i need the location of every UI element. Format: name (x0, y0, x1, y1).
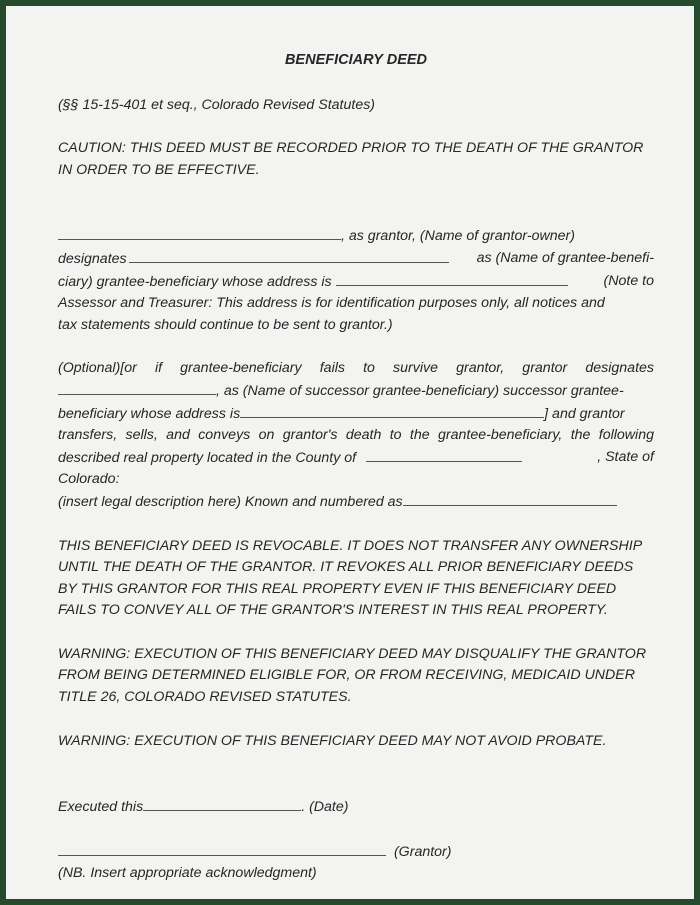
state-of-label: , State of (597, 448, 654, 465)
revocable-line-4: FAILS TO CONVEY ALL OF THE GRANTOR'S INTEREST IN THIS REAL PROPERTY. (58, 602, 608, 619)
beneficiary-line (58, 248, 654, 271)
probate-warning: WARNING: EXECUTION OF THIS BENEFICIARY DEED MAY NOT AVOID PROBATE. (58, 732, 607, 749)
and-grantor-label: ] and grantor (544, 405, 625, 422)
note-to-label: (Note to (603, 272, 654, 289)
county-blank[interactable] (366, 447, 522, 462)
successor-name-line (58, 380, 654, 403)
designation-section (58, 225, 654, 336)
medicaid-warning-line-3: TITLE 26, COLORADO REVISED STATUTES. (58, 689, 352, 706)
county-label: described real property located in the County of (58, 449, 357, 466)
grantor-label: , as grantor, (Name of grantor-owner) (341, 228, 575, 245)
execution-date-line (58, 796, 654, 819)
beneficiary-address-line (58, 271, 654, 294)
property-address-blank[interactable] (403, 491, 617, 506)
medicaid-warning (58, 644, 654, 709)
county-line (58, 447, 654, 470)
conveyance-clause: transfers, sells, and conveys on grantor's death to the grantee-beneficiary, the following (58, 427, 654, 444)
statute-reference: (§§ 15-15-401 et seq., Colorado Revised Statutes) (58, 96, 376, 113)
optional-clause: (Optional)[or if grantee-beneficiary fails to survive grantor, grantor designates (58, 360, 654, 377)
medicaid-warning-line-2: FROM BEING DETERMINED ELIGIBLE FOR, OR FROM RECEIVING, MEDICAID UNDER (58, 667, 636, 684)
legal-description-label: (insert legal description here) Known and numbered as (58, 493, 403, 510)
caution-line-2: IN ORDER TO BE EFFECTIVE. (58, 161, 260, 178)
tax-statement-note: tax statements should continue to be sent to grantor.) (58, 316, 393, 333)
caution-notice (58, 138, 654, 181)
successor-address-line (58, 403, 654, 426)
grantor-signature-line (58, 841, 654, 864)
successor-name-blank[interactable] (58, 380, 216, 395)
revocable-line-2: UNTIL THE DEATH OF THE GRANTOR. IT REVOKES ALL PRIOR BENEFICIARY DEEDS (58, 559, 634, 576)
successor-address-blank[interactable] (240, 403, 544, 418)
executed-this-label: Executed this (58, 799, 144, 816)
beneficiary-name-blank[interactable] (129, 248, 449, 263)
deed-document (58, 50, 654, 885)
medicaid-warning-line-1: WARNING: EXECUTION OF THIS BENEFICIARY DEED MAY DISQUALIFY THE GRANTOR (58, 645, 647, 662)
caution-line-1: CAUTION: THIS DEED MUST BE RECORDED PRIOR TO THE DEATH OF THE GRANTOR (58, 140, 644, 157)
grantor-signature-label: (Grantor) (393, 843, 452, 860)
designates-label: designates (58, 250, 127, 267)
beneficiary-name-label: as (Name of grantee-benefi- (476, 249, 654, 266)
legal-description-line (58, 491, 654, 514)
beneficiary-address-label: ciary) grantee-beneficiary whose address is (58, 273, 332, 290)
grantor-name-blank[interactable] (58, 225, 341, 240)
acknowledgment-note: (NB. Insert appropriate acknowledgment) (58, 865, 317, 882)
colorado-label: Colorado: (58, 471, 120, 488)
date-label: . (Date) (301, 799, 349, 816)
grantor-line (58, 225, 654, 248)
revocable-line-3: BY THIS GRANTOR FOR THIS REAL PROPERTY EVEN IF THIS BENEFICIARY DEED (58, 580, 617, 597)
successor-address-label: beneficiary whose address is (58, 405, 241, 422)
successor-name-label: , as (Name of successor grantee-beneficiary) successor grantee- (216, 382, 624, 399)
assessor-note: Assessor and Treasurer: This address is for identification purposes only, all notices and (58, 295, 605, 312)
document-title: BENEFICIARY DEED (284, 52, 428, 68)
beneficiary-address-blank[interactable] (336, 271, 568, 286)
revocable-line-1: THIS BENEFICIARY DEED IS REVOCABLE. IT DOES NOT TRANSFER ANY OWNERSHIP (58, 537, 643, 554)
revocable-notice (58, 536, 654, 622)
optional-successor-section (58, 358, 654, 513)
execution-date-blank[interactable] (143, 796, 301, 811)
grantor-signature-blank[interactable] (58, 841, 386, 856)
